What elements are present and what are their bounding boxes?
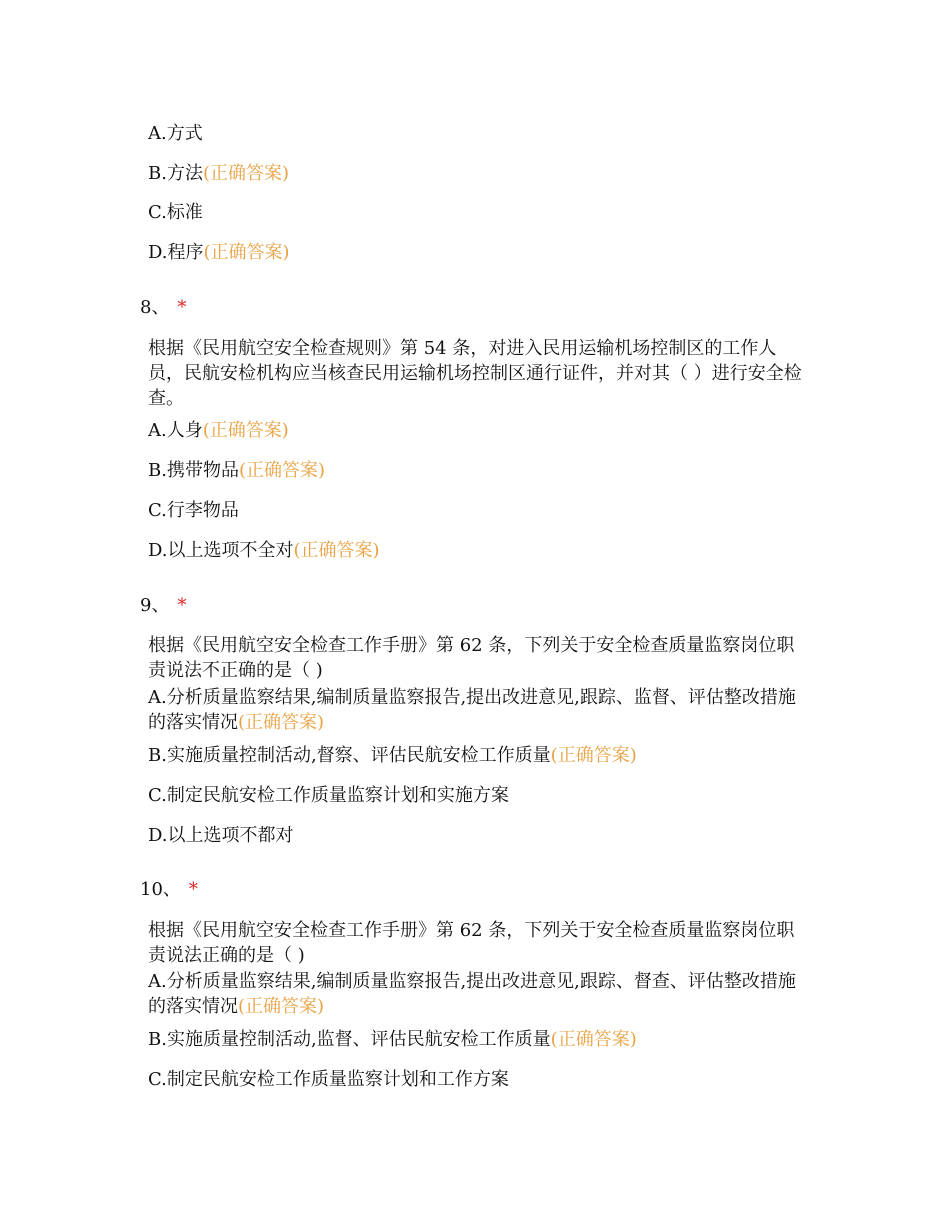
q9-header	[140, 594, 186, 618]
q10-option-b: B.实施质量控制活动,监督、评估民航安检工作质量(正确答案)	[148, 1029, 637, 1050]
correct-answer-badge: (正确答案)	[202, 420, 289, 441]
q9-option-b: B.实施质量控制活动,督察、评估民航安检工作质量(正确答案)	[148, 745, 637, 766]
q7-option-b: B.方法(正确答案)	[148, 163, 289, 184]
q7-option-a: A.方式	[148, 123, 203, 144]
q7-option-d: D.程序(正确答案)	[148, 242, 290, 263]
correct-answer-badge: (正确答案)	[238, 996, 325, 1017]
q8-option-b: B.携带物品(正确答案)	[148, 460, 325, 481]
q10-text: 根据《民用航空安全检查工作手册》第 62 条，下列关于安全检查质量监察岗位职责说法正确的是（ )	[148, 920, 795, 966]
correct-answer-badge: (正确答案)	[550, 1029, 637, 1050]
q8-option-a: A.人身(正确答案)	[148, 420, 289, 441]
q9-text: 根据《民用航空安全检查工作手册》第 62 条，下列关于安全检查质量监察岗位职责说法不正确的是（ )	[148, 635, 795, 681]
correct-answer-badge: (正确答案)	[550, 745, 637, 766]
q9-option-c: C.制定民航安检工作质量监察计划和实施方案	[148, 785, 509, 806]
q10-header	[140, 878, 198, 902]
q9-option-a: A.分析质量监察结果,编制质量监察报告,提出改进意见,跟踪、监督、评估整改措施的落实情况(正确答案)	[148, 687, 796, 733]
correct-answer-badge: (正确答案)	[238, 460, 325, 481]
required-star-icon: *	[177, 297, 187, 318]
q10-option-a: A.分析质量监察结果,编制质量监察报告,提出改进意见,跟踪、督查、评估整改措施的落实情况(正确答案)	[148, 971, 796, 1017]
correct-answer-badge: (正确答案)	[203, 242, 290, 263]
correct-answer-badge: (正确答案)	[293, 540, 380, 561]
required-star-icon: *	[177, 595, 187, 616]
question-number: 9、	[140, 595, 170, 616]
q8-option-c: C.行李物品	[148, 500, 239, 521]
required-star-icon: *	[188, 879, 198, 900]
q10-option-c: C.制定民航安检工作质量监察计划和工作方案	[148, 1069, 509, 1090]
question-number: 10、	[140, 879, 181, 900]
q8-header	[140, 296, 186, 320]
q7-option-c: C.标准	[148, 202, 203, 223]
correct-answer-badge: (正确答案)	[238, 712, 325, 733]
question-number: 8、	[140, 297, 170, 318]
q8-text: 根据《民用航空安全检查规则》第 54 条，对进入民用运输机场控制区的工作人员，民航安检机构应当核查民用运输机场控制区通行证件，并对其（ ）进行安全检查。	[148, 338, 802, 409]
correct-answer-badge: (正确答案)	[202, 163, 289, 184]
q8-option-d: D.以上选项不全对(正确答案)	[148, 540, 380, 561]
q9-option-d: D.以上选项不都对	[148, 825, 294, 846]
